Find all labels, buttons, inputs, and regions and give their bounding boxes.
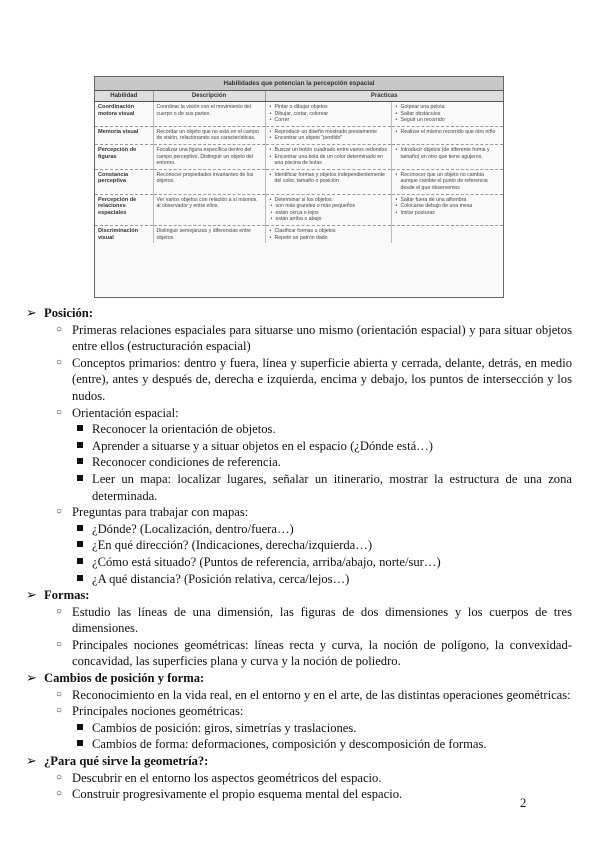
heading-para-que: ¿Para qué sirve la geometría?: [44,754,209,769]
header-practicas: Prácticas [265,91,503,102]
list-item: Aprender a situarse y a situar objetos en el espacio (¿Dónde está…) [0,438,600,455]
practice-cell [265,102,391,127]
table-header-row [95,91,503,102]
section-heading [0,305,600,322]
list-item: • están cerca o lejos [276,210,388,217]
list-item: • Reproducir un diseño mostrado previamente [275,129,388,136]
list-item: • Saltar fuera de una alfombra [401,197,501,204]
heading-posicion: Posición: [44,306,93,320]
practice-cell [265,194,391,225]
desc-cell: Ver varios objetos con relación a sí mismos, al observador y entre ellos. [153,194,265,225]
table-title: Habilidades que potencian la percepción espacial [95,77,503,91]
list-item: • son más grandes o más pequeños [276,203,388,210]
outline-content [0,305,600,803]
practice-cell [391,194,503,225]
circle-bullet-icon: ○ [56,688,63,700]
list-item: ¿Dónde? (Localización, dentro/fuera…) [0,521,600,538]
list-item: ○ Preguntas para trabajar con mapas: [56,505,249,520]
section-heading [0,587,600,604]
list-item: • Dibujar, cortar, colorear [275,111,388,118]
table-row [95,102,503,127]
list-item: • Determinar si los objetos: [275,197,388,204]
square-bullet-icon [77,724,83,730]
list-item: • Correr [275,117,388,124]
circle-bullet-icon: ○ [56,323,63,335]
list-item: Reconocer condiciones de referencia. [0,454,600,471]
list-item: • están arriba o abajo [276,216,388,223]
skill-cell: Memoria visual [95,126,153,144]
arrow-bullet-icon: ➢ [26,305,37,320]
skill-cell: Percepción de relaciones espaciales [95,194,153,225]
section-heading [0,670,600,687]
list-item: • Colocarse debajo de una mesa [401,203,501,210]
table-row [95,169,503,194]
square-bullet-icon [77,442,83,448]
practice-cell [391,144,503,169]
skill-cell: Percepción de figuras [95,144,153,169]
list-item: • Identificar formas y objetos independientemente del color, tamaño o posición [275,172,388,185]
list-item: Cambios de forma: deformaciones, composición y descomposición de formas. [0,736,600,753]
table-row [95,144,503,169]
list-item: • Imitar posturas [401,210,501,217]
list-item: • Seguir un recorrido [401,117,501,124]
desc-cell: Distinguir semejanzas y diferencias entre objetos. [153,225,265,243]
practice-cell [391,169,503,194]
square-bullet-icon [77,575,83,581]
list-item: ○ Conceptos primarios: dentro y fuera, línea y superficie abierta y cerrada, delante, detrás, en medio (entre), antes y después de, derecha e izquierda, encima y debajo, los puntos de intersección y los nudos. [56,355,572,403]
skills-table [95,91,503,243]
list-item: Cambios de posición: giros, simetrías y traslaciones. [0,720,600,737]
circle-bullet-icon: ○ [56,506,63,518]
practice-cell [265,126,391,144]
practice-cell [391,102,503,127]
square-bullet-icon [77,558,83,564]
list-item: • Buscar un botón cuadrado entre varios redondos [275,147,388,154]
list-item: • Golpear una pelota [401,104,501,111]
table-row [95,194,503,225]
heading-cambios: Cambios de posición y forma: [44,671,205,686]
desc-cell: Recordar un objeto que no está en el campo de visión, relacionando sus características. [153,126,265,144]
square-bullet-icon [77,425,83,431]
list-item: ○ Descubrir en el entorno los aspectos geométricos del espacio. [56,770,382,785]
practice-cell [265,169,391,194]
circle-bullet-icon: ○ [56,705,63,717]
square-bullet-icon [77,740,83,746]
list-item: Leer un mapa: localizar lugares, señalar un itinerario, mostrar la estructura de una zona determinada. [0,471,600,504]
header-habilidad: Habilidad [95,91,153,102]
list-item: Reconocer la orientación de objetos. [0,421,600,438]
square-bullet-icon [77,458,83,464]
circle-bullet-icon: ○ [56,605,63,617]
list-item: • Encontrar un objeto "perdido" [275,135,388,142]
list-item: • Pintar o dibujar objetos [275,104,388,111]
header-descripcion: Descripción [153,91,265,102]
list-item: ○ Principales nociones geométricas: [56,704,244,719]
skill-cell: Coordinación motora visual [95,102,153,127]
list-item: • Clasificar formas u objetos [275,228,388,235]
practice-cell [265,225,391,243]
list-item: ○ Orientación espacial: [56,405,179,420]
square-bullet-icon [77,525,83,531]
desc-cell: Reconocer propiedades invariantes de los objetos. [153,169,265,194]
list-item: ○ Principales nociones geométricas: líneas recta y curva, la noción de polígono, la convexidad-concavidad, las superficies plana y curva y la noción de poliedro. [56,637,572,669]
circle-bullet-icon: ○ [56,771,63,783]
list-item: • Encontrar una bola de un color determinado en una piscina de bolas [275,154,388,167]
list-item: • Saltar obstáculos [401,111,501,118]
section-heading [0,753,600,770]
list-item: • Realizar el mismo recorrido que otro niño [401,129,501,136]
desc-cell: Coordinar la visión con el movimiento del cuerpo o de sus partes. [153,102,265,127]
practice-cell [391,225,503,243]
list-item: ○ Reconocimiento en la vida real, en el entorno y en el arte, de las distintas operaciones geométricas: [56,687,571,702]
circle-bullet-icon: ○ [56,788,63,800]
circle-bullet-icon: ○ [56,638,63,650]
practice-cell [391,126,503,144]
arrow-bullet-icon: ➢ [26,670,37,686]
circle-bullet-icon: ○ [56,406,63,418]
list-item: ¿En qué dirección? (Indicaciones, derecha/izquierda…) [0,537,600,554]
table-row [95,225,503,243]
list-item: ¿A qué distancia? (Posición relativa, cerca/lejos…) [0,571,600,588]
heading-formas: Formas: [44,588,90,603]
table-row [95,126,503,144]
circle-bullet-icon: ○ [56,356,63,368]
skill-cell: Constancia perceptiva [95,169,153,194]
skills-table-figure [94,76,504,298]
list-item: • Repetir un patrón dado [275,235,388,242]
arrow-bullet-icon: ➢ [26,753,37,769]
arrow-bullet-icon: ➢ [26,587,37,603]
list-item: • Reconocer que un objeto no cambia aunque cambie el punto de referencia desde el que observemos [401,172,501,192]
practice-cell [265,144,391,169]
list-item: ○ Construir progresivamente el propio esquema mental del espacio. [56,787,403,802]
page-number: 2 [520,796,527,810]
list-item: • Introducir objetos (de diferente forma y tamaño) en otro que tiene agujeros. [401,147,501,160]
list-item: ¿Cómo está situado? (Puntos de referencia, arriba/abajo, norte/sur…) [0,554,600,571]
desc-cell: Focalizar una figura específica dentro del campo perceptivo. Distinguir un objeto del entorno. [153,144,265,169]
list-item: ○ Estudio las líneas de una dimensión, las figuras de dos dimensiones y los cuerpos de tres dimensiones. [56,604,572,636]
skill-cell: Discriminación visual [95,225,153,243]
square-bullet-icon [77,475,83,481]
square-bullet-icon [77,541,83,547]
list-item: ○ Primeras relaciones espaciales para situarse uno mismo (orientación espacial) y para situar objetos entre ellos (estructuración espacial) [56,322,572,354]
